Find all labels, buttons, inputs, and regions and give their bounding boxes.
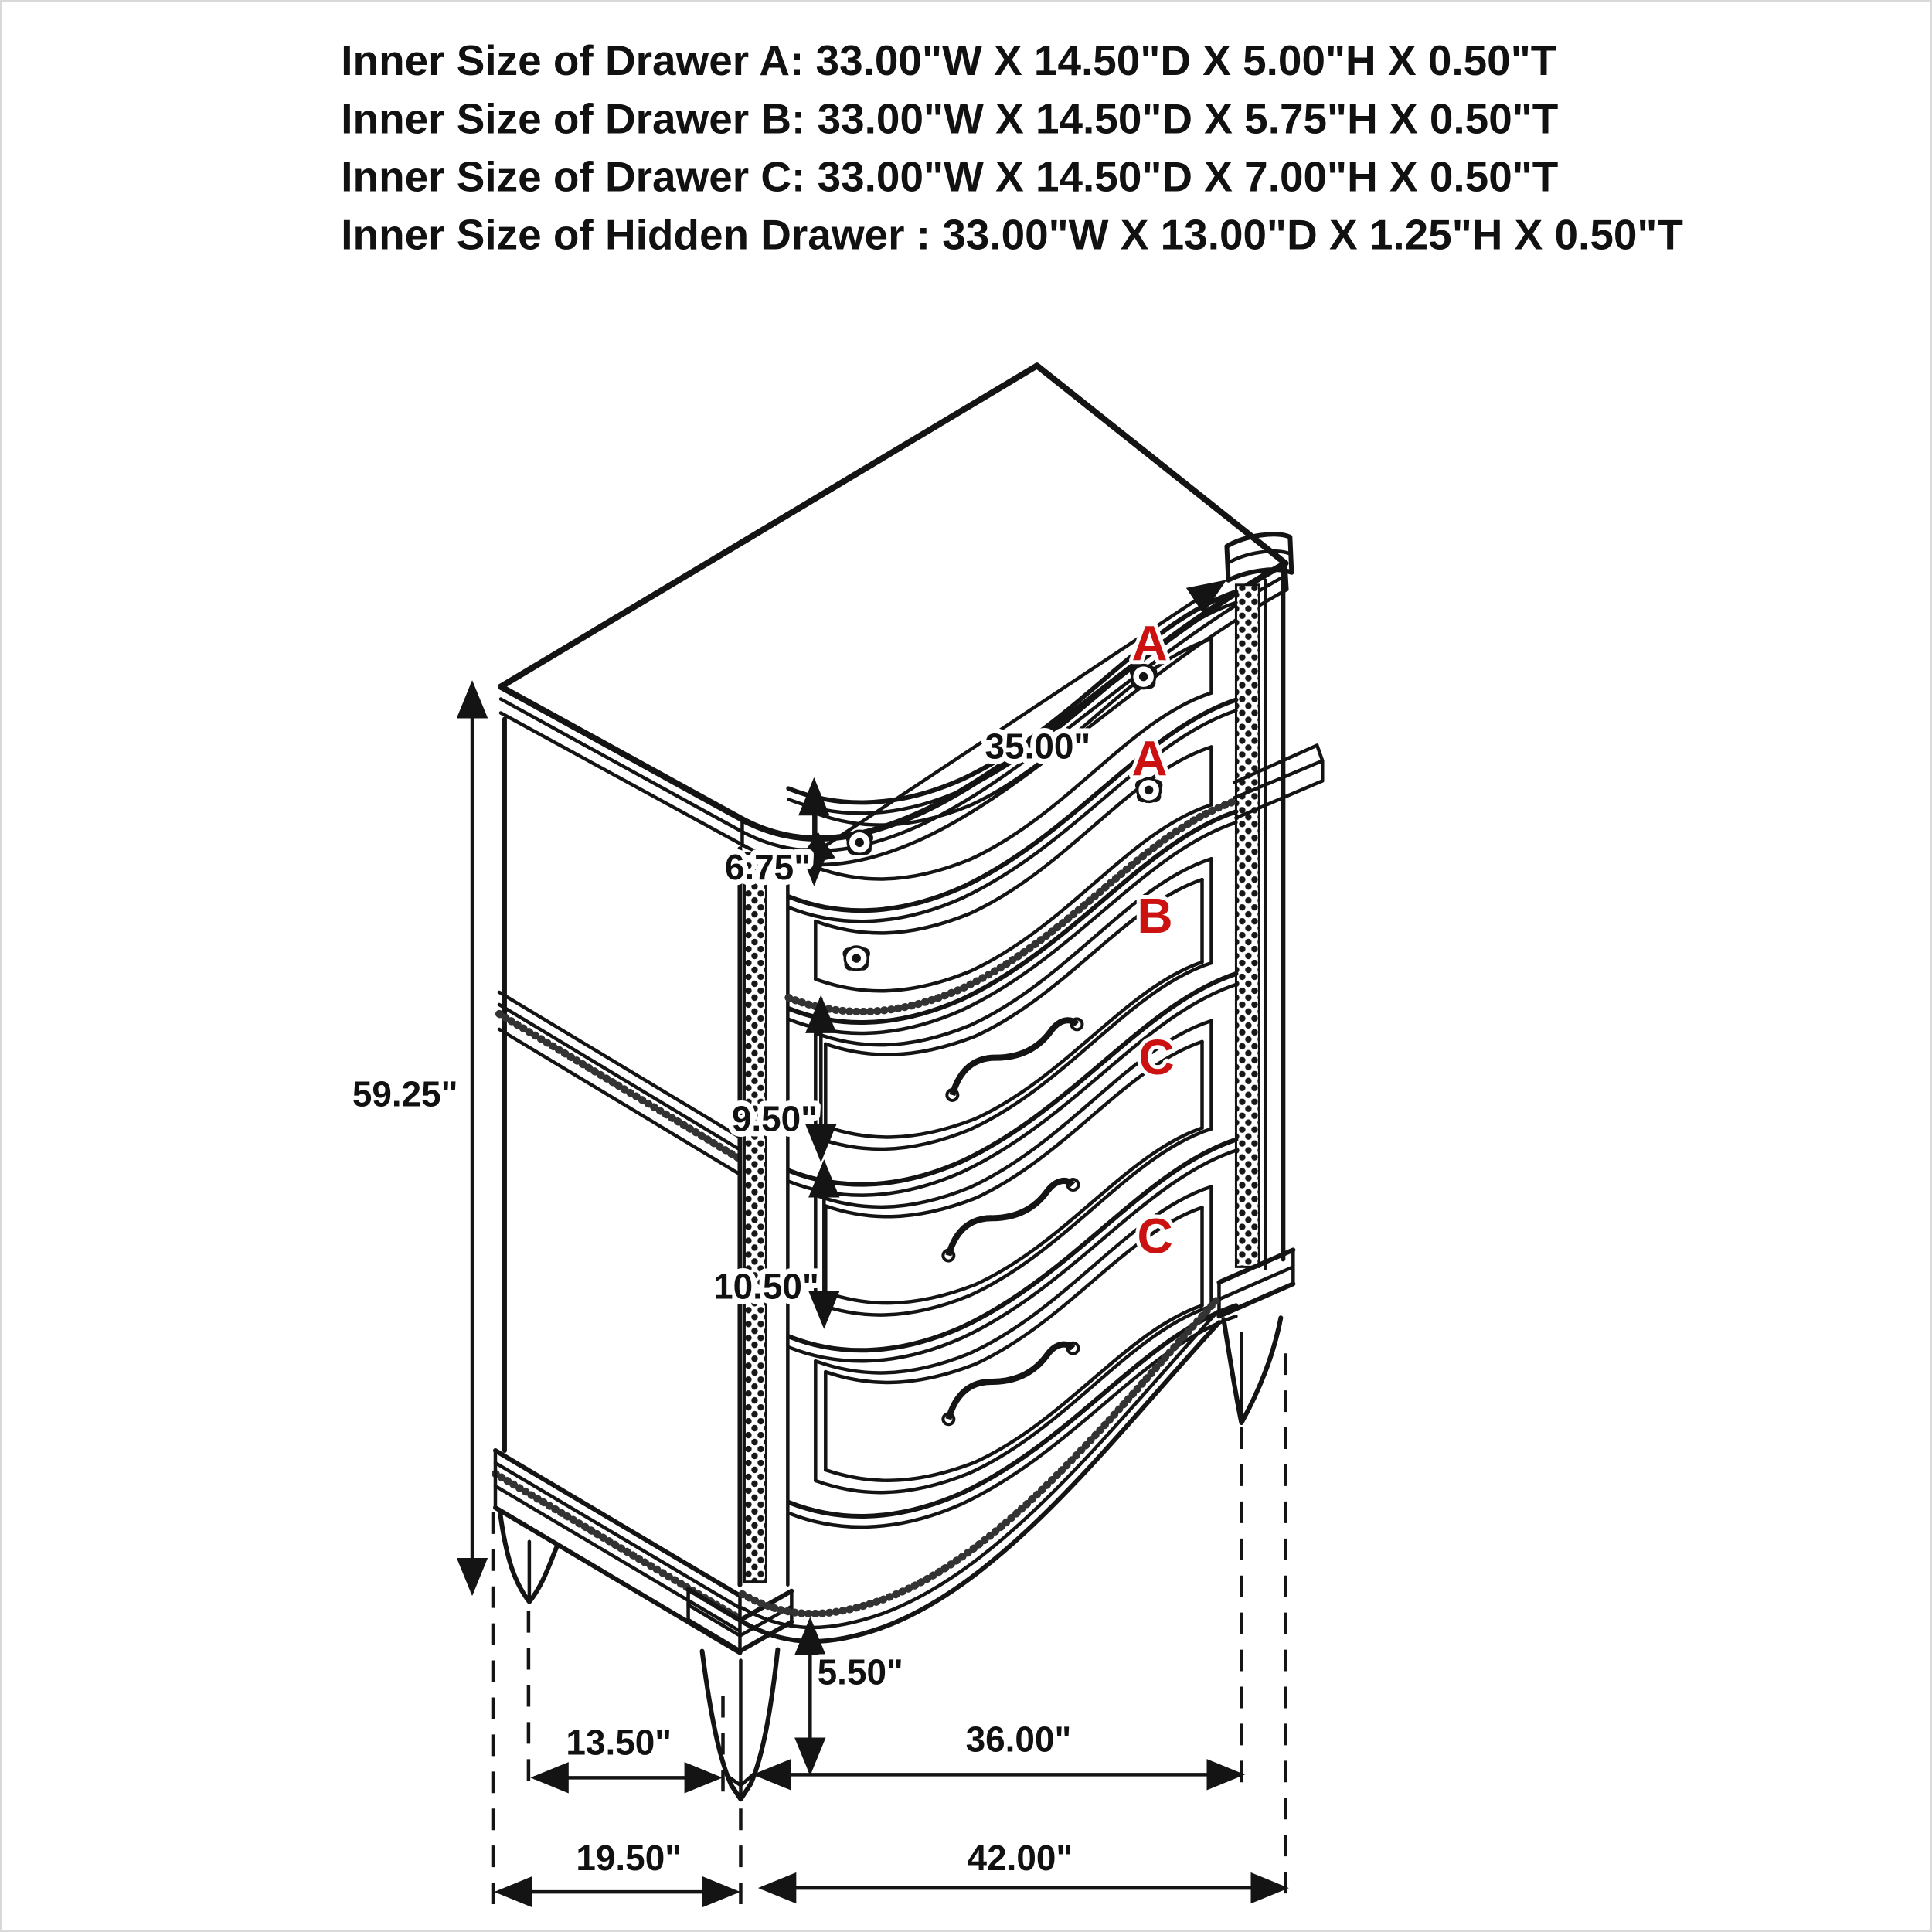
chest-top (501, 366, 1287, 865)
dim-drawer-a-height: 6.75" (724, 847, 811, 888)
label-drawer-c2: C (1137, 1208, 1173, 1264)
knob-drawer-a2-left (844, 947, 869, 970)
label-drawer-a1: A (1131, 615, 1168, 672)
label-drawer-c1: C (1138, 1029, 1175, 1085)
dim-drawer-b-height: 9.50" (731, 1098, 818, 1139)
dim-leg-height: 5.50" (817, 1651, 903, 1692)
chest-left-side (495, 719, 740, 1653)
projection-guides (493, 1353, 1285, 1906)
dim-front-leg-span: 36.00" (965, 1719, 1072, 1760)
label-drawer-a2: A (1131, 730, 1168, 787)
header-line-drawer-a: Inner Size of Drawer A: 33.00"W X 14.50"D X 5.00"H X 0.50"T (341, 36, 1557, 84)
dim-side-leg-span: 13.50" (566, 1722, 672, 1763)
dim-total-width: 42.00" (967, 1838, 1073, 1879)
dim-top-width: 35.00" (985, 726, 1091, 767)
handle-drawer-c2 (933, 1339, 1088, 1426)
header-block (341, 36, 1683, 259)
knob-drawer-a-left (847, 831, 872, 854)
handle-drawer-c1 (933, 1175, 1088, 1262)
front-left-pilaster (689, 849, 792, 1651)
front-right-pilaster (1219, 534, 1322, 1316)
dim-total-depth: 19.50" (576, 1838, 682, 1879)
header-line-drawer-c: Inner Size of Drawer C: 33.00"W X 14.50"D X 7.00"H X 0.50"T (341, 152, 1559, 201)
header-line-hidden-drawer: Inner Size of Hidden Drawer : 33.00"W X 13.00"D X 1.25"H X 0.50"T (341, 210, 1683, 259)
header-line-drawer-b: Inner Size of Drawer B: 33.00"W X 14.50"D X 5.75"H X 0.50"T (341, 94, 1559, 143)
dim-total-height: 59.25" (352, 1073, 458, 1114)
dresser-dimension-diagram (2, 2, 1930, 1930)
label-drawer-b: B (1137, 888, 1173, 944)
dim-drawer-c-height: 10.50" (713, 1266, 819, 1307)
front-right-leg (1223, 1318, 1281, 1423)
